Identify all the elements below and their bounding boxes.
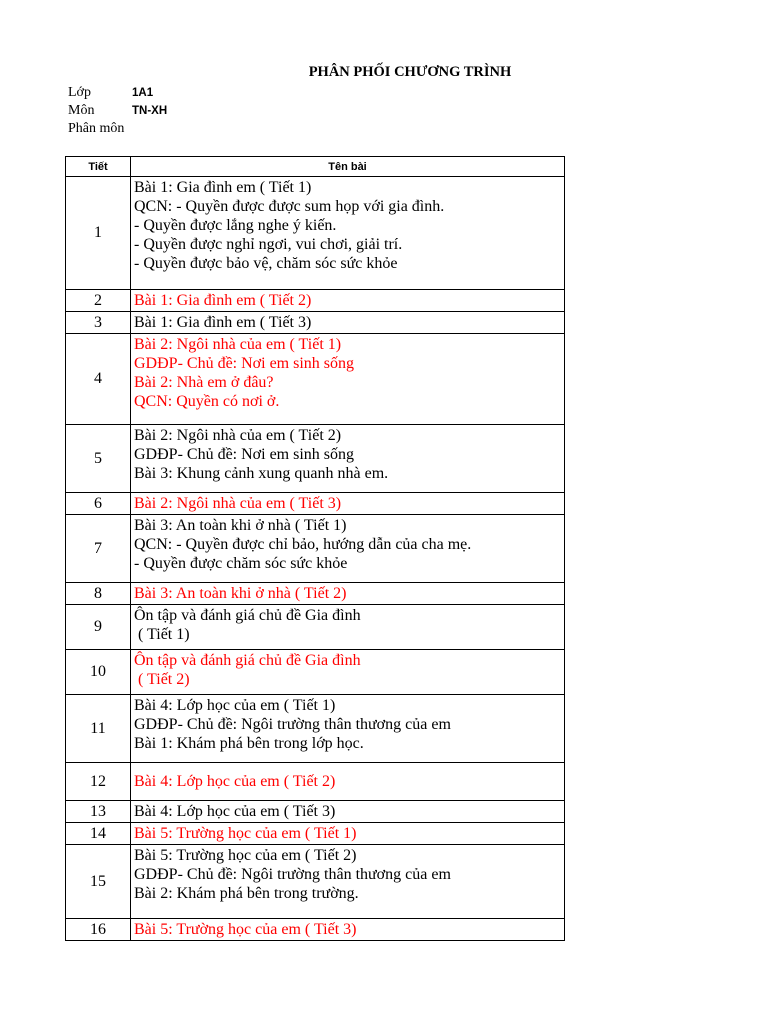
lesson-line: - Quyền được bảo vệ, chăm sóc sức khỏe (134, 255, 398, 272)
period-number: 7 (66, 515, 131, 583)
lesson-line: Bài 3: An toàn khi ở nhà ( Tiết 2) (134, 585, 347, 602)
table-row (66, 801, 565, 823)
lesson-line: Bài 3: Khung cảnh xung quanh nhà em. (134, 465, 389, 482)
table-row (66, 583, 565, 605)
lesson-name-cell (131, 334, 565, 425)
lesson-line: QCN: - Quyền được được sum họp với gia đình. (134, 198, 445, 215)
period-number: 11 (66, 695, 131, 763)
lesson-line: GDĐP- Chủ đề: Ngôi trường thân thương của em (134, 716, 451, 733)
period-number: 5 (66, 425, 131, 493)
table-row (66, 515, 565, 583)
period-number: 14 (66, 823, 131, 845)
lesson-line: Bài 1: Gia đình em ( Tiết 3) (134, 314, 312, 331)
period-number: 8 (66, 583, 131, 605)
header-lesson-name: Tên bài (131, 157, 565, 177)
table-row (66, 334, 565, 425)
lesson-name-cell (131, 845, 565, 919)
table-row (66, 845, 565, 919)
lesson-line: Bài 3: An toàn khi ở nhà ( Tiết 1) (134, 517, 347, 534)
lesson-name-cell (131, 919, 565, 941)
lesson-name-cell (131, 425, 565, 493)
table-header-row (66, 157, 565, 177)
table-row (66, 605, 565, 650)
lesson-name-cell (131, 493, 565, 515)
lesson-name-cell (131, 312, 565, 334)
lesson-line: Ôn tập và đánh giá chủ đề Gia đình (134, 652, 361, 669)
period-number: 12 (66, 763, 131, 801)
lesson-name-cell (131, 801, 565, 823)
table-row (66, 493, 565, 515)
table-row (66, 763, 565, 801)
table-row (66, 425, 565, 493)
period-number: 3 (66, 312, 131, 334)
lesson-name-cell (131, 583, 565, 605)
lesson-name-cell (131, 650, 565, 695)
lesson-line: - Quyền được chăm sóc sức khỏe (134, 555, 348, 572)
period-number: 15 (66, 845, 131, 919)
lesson-line: QCN: - Quyền được chỉ bảo, hướng dẫn của cha mẹ. (134, 536, 472, 553)
lesson-line: - Quyền được nghỉ ngơi, vui chơi, giải trí. (134, 236, 403, 253)
lesson-line: ( Tiết 2) (134, 671, 190, 688)
lesson-line: Ôn tập và đánh giá chủ đề Gia đình (134, 607, 361, 624)
class-value: 1A1 (132, 87, 154, 99)
lesson-line: Bài 4: Lớp học của em ( Tiết 1) (134, 697, 336, 714)
lesson-name-cell (131, 290, 565, 312)
lesson-line: GDĐP- Chủ đề: Nơi em sinh sống (134, 355, 355, 372)
period-number: 10 (66, 650, 131, 695)
lesson-line: Bài 5: Trường học của em ( Tiết 1) (134, 825, 357, 842)
subject-label: Môn (68, 103, 95, 118)
lesson-line: Bài 1: Gia đình em ( Tiết 1) (134, 179, 312, 196)
header-period: Tiết (66, 157, 131, 177)
lesson-name-cell (131, 177, 565, 290)
lesson-line: Bài 2: Ngôi nhà của em ( Tiết 2) (134, 427, 342, 444)
program-table (65, 156, 565, 941)
table-row (66, 312, 565, 334)
lesson-line: Bài 2: Khám phá bên trong trường. (134, 885, 359, 902)
lesson-line: GDĐP- Chủ đề: Ngôi trường thân thương của em (134, 866, 451, 883)
lesson-name-cell (131, 515, 565, 583)
lesson-name-cell (131, 695, 565, 763)
table-row (66, 919, 565, 941)
period-number: 16 (66, 919, 131, 941)
table-row (66, 695, 565, 763)
period-number: 2 (66, 290, 131, 312)
period-number: 4 (66, 334, 131, 425)
lesson-line: ( Tiết 1) (134, 626, 190, 643)
lesson-line: GDĐP- Chủ đề: Nơi em sinh sống (134, 446, 355, 463)
period-number: 6 (66, 493, 131, 515)
lesson-line: Bài 4: Lớp học của em ( Tiết 2) (134, 773, 336, 790)
lesson-line: Bài 4: Lớp học của em ( Tiết 3) (134, 803, 336, 820)
page-title: PHÂN PHỐI CHƯƠNG TRÌNH (308, 64, 512, 80)
table-row (66, 823, 565, 845)
subsubject-label: Phân môn (68, 121, 125, 136)
subject-value: TN-XH (132, 105, 168, 117)
lesson-line: - Quyền được lắng nghe ý kiến. (134, 217, 337, 234)
lesson-name-cell (131, 763, 565, 801)
lesson-name-cell (131, 605, 565, 650)
lesson-line: Bài 1: Gia đình em ( Tiết 2) (134, 292, 312, 309)
lesson-line: Bài 1: Khám phá bên trong lớp học. (134, 735, 364, 752)
lesson-line: Bài 2: Ngôi nhà của em ( Tiết 3) (134, 495, 342, 512)
period-number: 13 (66, 801, 131, 823)
lesson-line: QCN: Quyền có nơi ở. (134, 393, 280, 410)
table-body (66, 177, 565, 941)
table-row (66, 650, 565, 695)
lesson-line: Bài 2: Nhà em ở đâu? (134, 374, 274, 391)
table-row (66, 290, 565, 312)
period-number: 9 (66, 605, 131, 650)
class-label: Lớp (68, 85, 91, 100)
table-row (66, 177, 565, 290)
period-number: 1 (66, 177, 131, 290)
lesson-line: Bài 5: Trường học của em ( Tiết 3) (134, 921, 357, 938)
lesson-line: Bài 5: Trường học của em ( Tiết 2) (134, 847, 357, 864)
lesson-name-cell (131, 823, 565, 845)
lesson-line: Bài 2: Ngôi nhà của em ( Tiết 1) (134, 336, 342, 353)
